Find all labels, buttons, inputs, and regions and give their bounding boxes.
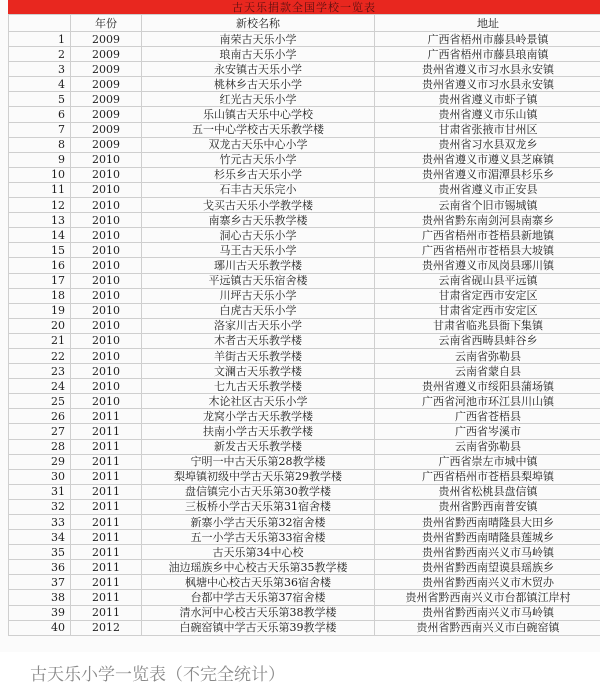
- row-school-name: 梨埠镇初级中学古天乐第29教学楼: [142, 469, 375, 484]
- row-index: 34: [9, 530, 71, 545]
- row-year: 2011: [71, 439, 142, 454]
- table-header-row: [9, 15, 600, 32]
- row-school-name: 枫塘中心校古天乐第36宿舍楼: [142, 575, 375, 590]
- row-school-name: 戈买古天乐小学教学楼: [142, 198, 375, 213]
- row-index: 37: [9, 575, 71, 590]
- row-year: 2010: [71, 348, 142, 363]
- row-school-name: 竹元古天乐小学: [142, 152, 375, 167]
- table-row: [9, 454, 600, 469]
- row-year: 2011: [71, 575, 142, 590]
- table-row: [9, 545, 600, 560]
- row-year: 2011: [71, 560, 142, 575]
- row-address: 贵州省遵义市凤岗县琊川镇: [375, 258, 600, 273]
- table-row: [9, 560, 600, 575]
- row-index: 14: [9, 228, 71, 243]
- row-index: 33: [9, 515, 71, 530]
- row-school-name: 三板桥小学古天乐第31宿舍楼: [142, 499, 375, 514]
- row-index: 21: [9, 333, 71, 348]
- row-year: 2011: [71, 515, 142, 530]
- table-row: [9, 92, 600, 107]
- row-school-name: 洞心古天乐小学: [142, 228, 375, 243]
- row-index: 28: [9, 439, 71, 454]
- row-year: 2010: [71, 152, 142, 167]
- row-school-name: 油边瑶族乡中心校古天乐第35教学楼: [142, 560, 375, 575]
- row-school-name: 乐山镇古天乐中心学校: [142, 107, 375, 122]
- row-index: 31: [9, 484, 71, 499]
- table-row: [9, 77, 600, 92]
- table-row: [9, 575, 600, 590]
- row-address: 云南省个旧市锡城镇: [375, 198, 600, 213]
- row-index: 32: [9, 499, 71, 514]
- row-school-name: 马王古天乐小学: [142, 243, 375, 258]
- row-address: 贵州省黔西南兴义市白碗窑镇: [375, 620, 600, 635]
- row-address: 贵州省遵义市遵义县芝麻镇: [375, 152, 600, 167]
- row-year: 2010: [71, 364, 142, 379]
- table-row: [9, 379, 600, 394]
- table-row: [9, 137, 600, 152]
- row-address: 甘肃省张掖市甘州区: [375, 122, 600, 137]
- row-school-name: 清水河中心校古天乐第38教学楼: [142, 605, 375, 620]
- row-school-name: 宁明一中古天乐第28教学楼: [142, 454, 375, 469]
- table-row: [9, 198, 600, 213]
- row-address: 甘肃省临兆县衙下集镇: [375, 318, 600, 333]
- row-year: 2011: [71, 605, 142, 620]
- row-address: 广西省梧州市苍梧县梨埠镇: [375, 469, 600, 484]
- row-address: 贵州省遵义市习水县永安镇: [375, 77, 600, 92]
- row-index: 12: [9, 198, 71, 213]
- header-name: 新校名称: [142, 15, 375, 32]
- row-year: 2010: [71, 182, 142, 197]
- table-row: [9, 243, 600, 258]
- row-address: 云南省西畴县蚌谷乡: [375, 333, 600, 348]
- row-year: 2010: [71, 288, 142, 303]
- row-school-name: 五一中心学校古天乐教学楼: [142, 122, 375, 137]
- row-year: 2009: [71, 47, 142, 62]
- row-address: 广西省岑溪市: [375, 424, 600, 439]
- table-row: [9, 152, 600, 167]
- row-address: 云南省砚山县平远镇: [375, 273, 600, 288]
- row-year: 2010: [71, 303, 142, 318]
- table-row: [9, 318, 600, 333]
- row-address: 广西省梧州市苍梧县新地镇: [375, 228, 600, 243]
- row-address: 云南省弥勒县: [375, 439, 600, 454]
- row-index: 35: [9, 545, 71, 560]
- row-index: 11: [9, 182, 71, 197]
- row-address: 甘肃省定西市安定区: [375, 303, 600, 318]
- row-index: 16: [9, 258, 71, 273]
- row-year: 2010: [71, 379, 142, 394]
- table-row: [9, 258, 600, 273]
- row-address: 贵州省遵义市绥阳县蒲场镇: [375, 379, 600, 394]
- row-index: 3: [9, 62, 71, 77]
- table-row: [9, 288, 600, 303]
- table-row: [9, 122, 600, 137]
- table-row: [9, 515, 600, 530]
- row-address: 广西省梧州市藤县岭景镇: [375, 32, 600, 47]
- school-table: [8, 14, 600, 636]
- row-address: 广西省梧州市藤县琅南镇: [375, 47, 600, 62]
- row-year: 2010: [71, 213, 142, 228]
- row-year: 2011: [71, 469, 142, 484]
- row-school-name: 木者古天乐教学楼: [142, 333, 375, 348]
- row-year: 2011: [71, 590, 142, 605]
- row-year: 2009: [71, 122, 142, 137]
- row-address: 贵州省遵义市正安县: [375, 182, 600, 197]
- row-address: 贵州省遵义市湄潭县杉乐乡: [375, 167, 600, 182]
- table-row: [9, 182, 600, 197]
- table-row: [9, 333, 600, 348]
- row-school-name: 琊川古天乐教学楼: [142, 258, 375, 273]
- header-address: 地址: [375, 15, 600, 32]
- row-school-name: 琅南古天乐小学: [142, 47, 375, 62]
- row-index: 26: [9, 409, 71, 424]
- row-index: 40: [9, 620, 71, 635]
- row-index: 13: [9, 213, 71, 228]
- row-address: 贵州省遵义市乐山镇: [375, 107, 600, 122]
- row-year: 2009: [71, 137, 142, 152]
- row-year: 2009: [71, 92, 142, 107]
- row-year: 2011: [71, 409, 142, 424]
- table-row: [9, 228, 600, 243]
- row-school-name: 桃林乡古天乐小学: [142, 77, 375, 92]
- table-row: [9, 348, 600, 363]
- row-address: 贵州省黔西南兴义市木贸办: [375, 575, 600, 590]
- row-year: 2012: [71, 620, 142, 635]
- row-index: 30: [9, 469, 71, 484]
- row-index: 7: [9, 122, 71, 137]
- row-index: 18: [9, 288, 71, 303]
- table-row: [9, 47, 600, 62]
- row-school-name: 南寨乡古天乐教学楼: [142, 213, 375, 228]
- row-address: 云南省蒙自县: [375, 364, 600, 379]
- header-index: [9, 15, 71, 32]
- row-year: 2010: [71, 258, 142, 273]
- row-address: 广西省梧州市苍梧县大坡镇: [375, 243, 600, 258]
- row-address: 贵州省黔西南望谟县瑶族乡: [375, 560, 600, 575]
- row-index: 38: [9, 590, 71, 605]
- row-year: 2010: [71, 228, 142, 243]
- row-year: 2010: [71, 333, 142, 348]
- row-year: 2011: [71, 484, 142, 499]
- row-school-name: 古天乐第34中心校: [142, 545, 375, 560]
- row-school-name: 双龙古天乐中心小学: [142, 137, 375, 152]
- row-school-name: 石丰古天乐完小: [142, 182, 375, 197]
- row-year: 2010: [71, 394, 142, 409]
- row-address: 贵州省黔西南普安镇: [375, 499, 600, 514]
- row-index: 8: [9, 137, 71, 152]
- table-row: [9, 605, 600, 620]
- row-index: 1: [9, 32, 71, 47]
- row-school-name: 南荣古天乐小学: [142, 32, 375, 47]
- row-school-name: 羊街古天乐教学楼: [142, 348, 375, 363]
- row-school-name: 新寨小学古天乐第32宿舍楼: [142, 515, 375, 530]
- row-year: 2010: [71, 198, 142, 213]
- row-index: 36: [9, 560, 71, 575]
- table-row: [9, 620, 600, 635]
- sheet-title-bar: [8, 0, 600, 14]
- table-row: [9, 364, 600, 379]
- row-year: 2010: [71, 273, 142, 288]
- table-row: [9, 484, 600, 499]
- row-year: 2011: [71, 424, 142, 439]
- row-year: 2009: [71, 62, 142, 77]
- row-index: 10: [9, 167, 71, 182]
- row-school-name: 木论社区古天乐小学: [142, 394, 375, 409]
- row-index: 39: [9, 605, 71, 620]
- row-address: 广西省河池市环江县川山镇: [375, 394, 600, 409]
- row-address: 贵州省遵义市虾子镇: [375, 92, 600, 107]
- row-year: 2010: [71, 318, 142, 333]
- table-row: [9, 303, 600, 318]
- row-school-name: 盘信镇完小古天乐第30教学楼: [142, 484, 375, 499]
- row-year: 2011: [71, 545, 142, 560]
- table-row: [9, 439, 600, 454]
- image-caption: 古天乐小学一览表（不完全统计）: [30, 665, 285, 685]
- row-year: 2010: [71, 243, 142, 258]
- row-school-name: 五一小学古天乐第33宿舍楼: [142, 530, 375, 545]
- row-address: 云南省弥勒县: [375, 348, 600, 363]
- row-address: 贵州省习水县双龙乡: [375, 137, 600, 152]
- row-address: 广西省崇左市城中镇: [375, 454, 600, 469]
- row-address: 广西省苍梧县: [375, 409, 600, 424]
- row-index: 9: [9, 152, 71, 167]
- row-school-name: 红光古天乐小学: [142, 92, 375, 107]
- table-row: [9, 409, 600, 424]
- row-year: 2011: [71, 499, 142, 514]
- row-index: 27: [9, 424, 71, 439]
- row-year: 2009: [71, 77, 142, 92]
- row-index: 19: [9, 303, 71, 318]
- row-school-name: 川坪古天乐小学: [142, 288, 375, 303]
- table-row: [9, 394, 600, 409]
- row-school-name: 白虎古天乐小学: [142, 303, 375, 318]
- table-row: [9, 32, 600, 47]
- row-school-name: 白碗窑镇中学古天乐第39教学楼: [142, 620, 375, 635]
- row-address: 贵州省黔西南兴义市马岭镇: [375, 545, 600, 560]
- row-school-name: 平远镇古天乐宿舍楼: [142, 273, 375, 288]
- row-year: 2011: [71, 530, 142, 545]
- row-year: 2011: [71, 454, 142, 469]
- sheet-title: 古天乐捐款全国学校一览表: [232, 1, 376, 14]
- table-row: [9, 590, 600, 605]
- table-row: [9, 424, 600, 439]
- row-address: 甘肃省定西市安定区: [375, 288, 600, 303]
- row-address: 贵州省黔西南兴义市马岭镇: [375, 605, 600, 620]
- row-index: 29: [9, 454, 71, 469]
- header-year: 年份: [71, 15, 142, 32]
- table-row: [9, 167, 600, 182]
- row-address: 贵州省遵义市习水县永安镇: [375, 62, 600, 77]
- row-address: 贵州省黔东南剑河县南寨乡: [375, 213, 600, 228]
- table-row: [9, 469, 600, 484]
- row-address: 贵州省黔西南晴隆县莲城乡: [375, 530, 600, 545]
- row-school-name: 新发古天乐教学楼: [142, 439, 375, 454]
- row-address: 贵州省黔西南兴义市台都镇江岸村: [375, 590, 600, 605]
- table-row: [9, 62, 600, 77]
- table-row: [9, 107, 600, 122]
- row-index: 24: [9, 379, 71, 394]
- row-index: 2: [9, 47, 71, 62]
- row-address: 贵州省黔西南晴隆县大田乡: [375, 515, 600, 530]
- row-address: 贵州省松桃县盘信镇: [375, 484, 600, 499]
- table-row: [9, 273, 600, 288]
- table-row: [9, 213, 600, 228]
- row-index: 4: [9, 77, 71, 92]
- row-school-name: 杉乐乡古天乐小学: [142, 167, 375, 182]
- row-school-name: 七九古天乐教学楼: [142, 379, 375, 394]
- row-year: 2010: [71, 167, 142, 182]
- row-index: 6: [9, 107, 71, 122]
- row-year: 2009: [71, 107, 142, 122]
- row-index: 22: [9, 348, 71, 363]
- row-school-name: 洛家川古天乐小学: [142, 318, 375, 333]
- row-school-name: 文澜古天乐教学楼: [142, 364, 375, 379]
- row-school-name: 永安镇古天乐小学: [142, 62, 375, 77]
- row-school-name: 台都中学古天乐第37宿舍楼: [142, 590, 375, 605]
- row-index: 5: [9, 92, 71, 107]
- row-index: 15: [9, 243, 71, 258]
- row-index: 25: [9, 394, 71, 409]
- row-year: 2009: [71, 32, 142, 47]
- row-school-name: 扶南小学古天乐教学楼: [142, 424, 375, 439]
- row-school-name: 龙窝小学古天乐教学楼: [142, 409, 375, 424]
- row-index: 20: [9, 318, 71, 333]
- row-index: 23: [9, 364, 71, 379]
- table-row: [9, 530, 600, 545]
- row-index: 17: [9, 273, 71, 288]
- table-row: [9, 499, 600, 514]
